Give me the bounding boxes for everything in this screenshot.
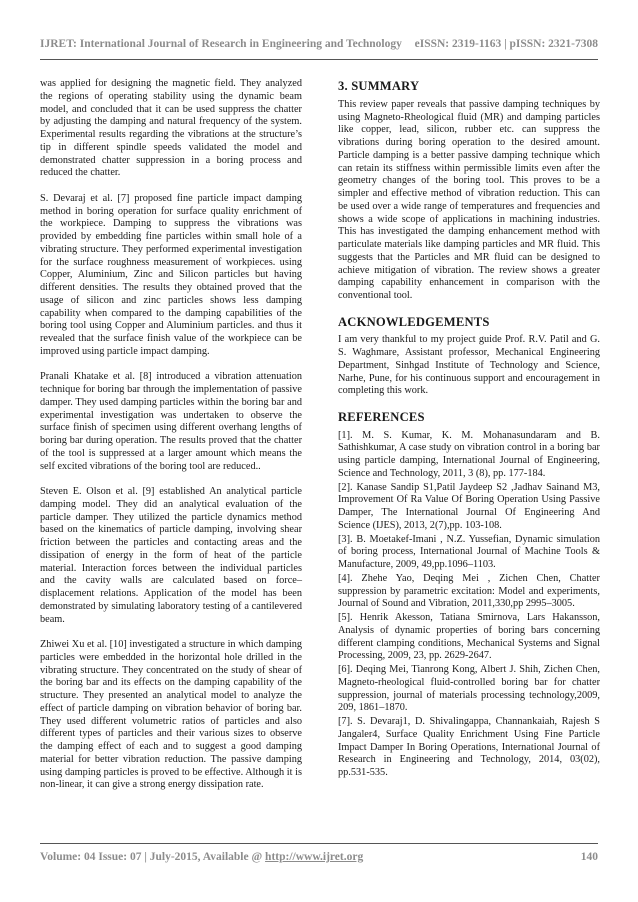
footer-rule (40, 843, 598, 844)
summary-text: This review paper reveals that passive damping techniques by using Magneto-Rheological fluid (MR) and damping particles like copper, lead, silicon, rubber etc. can suppress the vibrations during boring operation to the desired amount. Particle damping is a better passive damping technique which can retain its stiffness within permissible limits even after the geometry changes of the boring tool. This proves to be a simpler and effective method of vibration reduction. This can be used over a wide range of temperatures and frequencies and shows a wide scope of applications in machining industries. This has investigated the damping enhancement method with particulate materials like damping particles and MR fluid. This suggests that the Particles and MR fluid can be designed to achieve mitigation of vibration. The review shows a greater damping capability enhancement in comparison with the conventional tool. (338, 98, 600, 301)
issn-text: eISSN: 2319-1163 | pISSN: 2321-7308 (414, 38, 598, 50)
reference-item: [7]. S. Devaraj1, D. Shivalingappa, Channankaiah, Rajesh S Jangaler4, Surface Quality Enrichment Using Fine Particle Impact Damper In Boring Operations, International Journal of Research in Engineering and Technology, 2014, 03(02), pp.531-535. (338, 716, 600, 778)
paragraph: was applied for designing the magnetic field. They analyzed the regions of operating stability using the dynamic beam model, and concluded that it can be used suppress the chatter by adjusting the damping and natural frequency of the system. Experimental results regarding the vibrations at the structure’s tip in different spindle speeds validated the model and demonstrated chatter suppression in a boring process and reduced the chatter. (40, 78, 302, 179)
reference-item: [5]. Henrik Akesson, Tatiana Smirnova, Lars Hakansson, Analysis of dynamic properties of boring bars concerning different clamping conditions, Mechanical Systems and Signal Processing, 2009, 23, pp. 2629-2647. (338, 612, 600, 662)
journal-title: IJRET: International Journal of Research in Engineering and Technology (40, 38, 402, 50)
footer-volume (40, 851, 363, 863)
header-rule (40, 59, 598, 60)
summary-heading: 3. SUMMARY (338, 79, 420, 93)
page-header (40, 38, 598, 50)
paragraph: Steven E. Olson et al. [9] established An analytical particle damping model. They did an analytical evaluation of the particle damper. They utilized the particle dynamics method based on the kinematics of particle damping, involving shear friction between the particles and contacting areas and the dissipation of energy in the form of heat of the particle material. Interaction forces between the individual particles and the cavity walls are calculated based on force–displacement relations. Application of the model has been demonstrated by simulating laboratory testing of a cantilevered beam. (40, 486, 302, 625)
paragraph: S. Devaraj et al. [7] proposed fine particle impact damping method in boring operation for surface quality enrichment of the workpiece. Damping to suppress the vibrations was provided by embedding fine particles within small hole of a vibrating structure. They performed experimental investigation for the surface roughness measurement of workpieces. using Copper, Aluminium, Zinc and Silicon particles but having different densities. The results they obtained proved that the usage of silicon and zinc particles shows less damping capability when compared to the damping capabilities of the boring tool using Copper and Aluminium particles. and thus it revealed that the surface finish value of the workpiece can be improved using particle impact damping. (40, 192, 302, 357)
page-footer (40, 851, 598, 863)
reference-item: [4]. Zhehe Yao, Deqing Mei , Zichen Chen, Chatter suppression by parametric excitation: Model and experiments, Journal of Sound and Vibration, 2011,330,pp 2995–3005. (338, 572, 600, 610)
paragraph: Pranali Khatake et al. [8] introduced a vibration attenuation technique for boring bar through the implementation of passive damper. They used damping particles within the boring bar and experimental investigation was undertaken to observe the surface finish of specimen using different overhang lengths of boring bar during operation. The results proved that the chatter of the tool is suppressed at a larger amount which means the self excited vibrations of the boring tool are reduced.. (40, 371, 302, 472)
references-heading: REFERENCES (338, 409, 425, 424)
reference-list (338, 430, 600, 780)
reference-item: [1]. M. S. Kumar, K. M. Mohanasundaram and B. Sathishkumar, A case study on vibration control in a boring bar using particle damping, International Journal of Engineering, Science and Technology, 2011, 3 (8), pp. 177-184. (338, 429, 600, 479)
reference-item: [2]. Kanase Sandip S1,Patil Jaydeep S2 ,Jadhav Sainand M3, Improvement Of Ra Value Of Boring Operation Using Passive Damper, The International Journal Of Engineering And Science (IJES), 2013, 2(7),pp. 103-108. (338, 481, 600, 531)
reference-item: [6]. Deqing Mei, Tianrong Kong, Albert J. Shih, Zichen Chen, Magneto-rheological fluid-controlled boring bar for chatter suppression, journal of materials processing technology,2009, 209, 1861–1870. (338, 664, 600, 714)
volume-text: Volume: 04 Issue: 07 | July-2015, Available @ (40, 851, 263, 863)
acknowledgements-heading: ACKNOWLEDGEMENTS (338, 314, 490, 329)
left-column (40, 78, 302, 805)
right-column (338, 78, 600, 781)
acknowledgements-text: I am very thankful to my project guide Prof. R.V. Patil and G. S. Waghmare, Assistant professor, Mechanical Engineering Department, Sinhgad Institute of Technology and Science, Narhe, Pune, for his continuous support and encouragement in completing this work. (338, 334, 600, 397)
page-number: 140 (580, 851, 598, 863)
reference-item: [3]. B. Moetakef-Imani , N.Z. Yussefian, Dynamic simulation of boring process, International Journal of Machine Tools & Manufacture, 2009, 49,pp.1096–1103. (338, 533, 600, 570)
journal-link[interactable]: http://www.ijret.org (265, 851, 364, 863)
paragraph: Zhiwei Xu et al. [10] investigated a structure in which damping particles were embedded in the horizontal hole drilled in the vibrating structure. They concentrated on the study of shear of the boring bar and its effects on the damping capability of the structure. They presented an analytical model to analyze the effect of particle damping on vibration behavior of boring bar. They used different volumetric ratios of particles and also different types of particles and their various sizes to observe the damping effect of each and to suggest a good damping material for better vibration reduction. The passive damping using damping particles is proved to be effective. Although it is non-linear, it can give a strong energy dissipation rate. (40, 639, 302, 791)
